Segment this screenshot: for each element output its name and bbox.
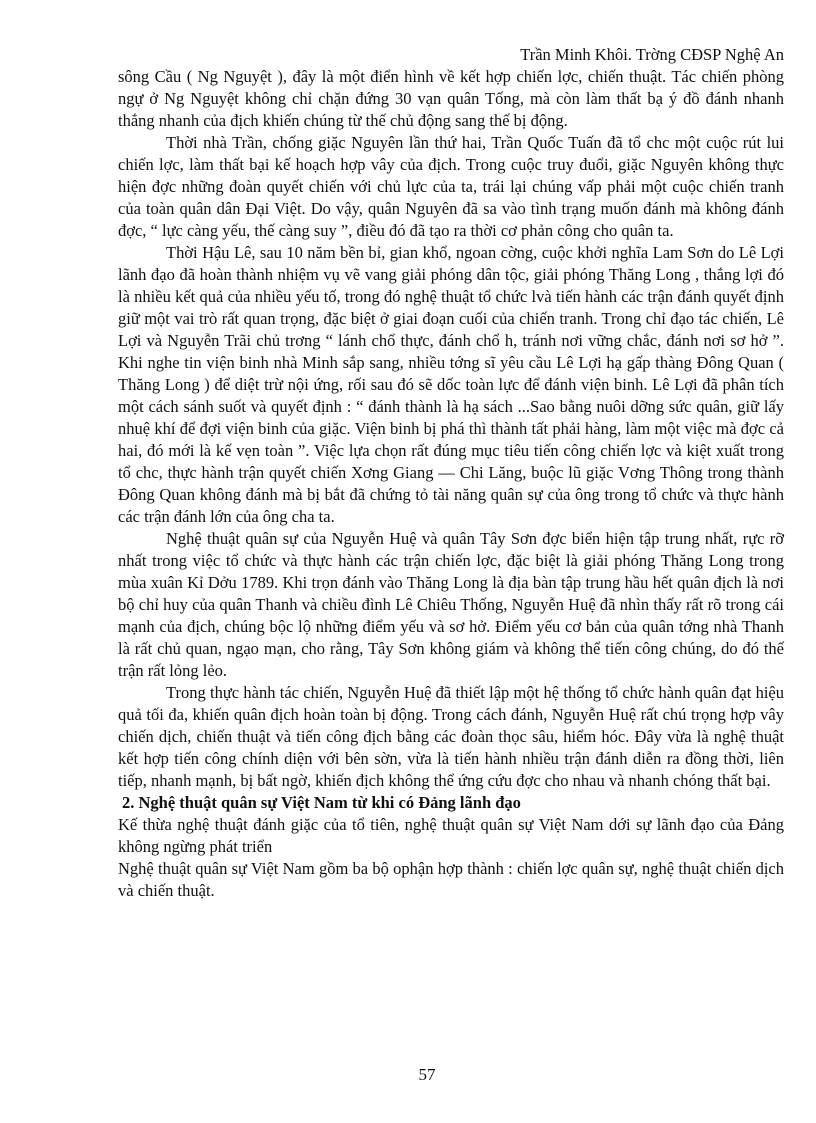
- running-header: Trần Minh Khôi. Trờng CĐSP Nghệ An: [520, 45, 784, 64]
- paragraph-party-leadership: Kế thừa nghệ thuật đánh giặc của tổ tiên, nghệ thuật quân sự Việt Nam dới sự lãnh đạo của Đảng không ngừng phát triển: [118, 815, 784, 856]
- paragraph-intro: sông Cầu ( Ng Nguyệt ), đây là một điển hình về kết hợp chiến lợc, chiến thuật. Tác chiến phòng ngự ở Ng Nguyệt không chỉ chặn đứng 30 vạn quân Tống, mà còn làm thất bạ ý đồ đánh nhanh thắng nhanh của địch khiến chúng từ thế chủ động sang thế bị động.: [118, 67, 784, 130]
- paragraph-three-components: Nghệ thuật quân sự Việt Nam gồm ba bộ ophận hợp thành : chiến lợc quân sự, nghệ thuật chiến dịch và chiến thuật.: [118, 859, 784, 900]
- document-page: [118, 44, 784, 902]
- page-number: 57: [418, 1065, 436, 1084]
- paragraph-hau-le: Thời Hậu Lê, sau 10 năm bền bỉ, gian khổ, ngoan cờng, cuộc khởi nghĩa Lam Sơn do Lê Lợi lãnh đạo đã hoàn thành nhiệm vụ vẽ vang giải phóng dân tộc, giải phóng Thăng Long , thắng lợi đó là nhiều kết quả của nhiều yếu tố, trong đó nghệ thuật tổ chức lvà tiến hành các trận đánh quyết định giữ một vai trò rất quan trọng, đặc biệt ở giai đoạn cuối của chiến tranh. Trong chỉ đạo tác chiến, Lê Lợi và Nguyễn Trãi chủ trơng “ lánh chổ thực, đánh chổ h, tránh nơi vững chắc, đánh nơi sơ hở ”. Khi nghe tin viện binh nhà Minh sắp sang, nhiều tớng sĩ yêu cầu Lê Lợi hạ gấp thàng Đông Quan ( Thăng Long ) để diệt trừ nội ứng, rối sau đó sẽ dốc toàn lực để đánh viện binh. Lê Lợi đã phân tích một cách sánh suốt và quyết định : “ đánh thành là hạ sách ...Sao bằng nuôi dỡng sức quân, giữ lấy nhuệ khí để đợi viện binh của giặc. Viện binh bị phá thì thành tất phải hàng, làm một việc mà đợc cả hai, đó mới là kế vẹn toàn ”. Việc lựa chọn rất đúng mục tiêu tiến công chiến lợc và kiệt xuất trong tổ chc, thực hành trận quyết chiến Xơng Giang — Chi Lăng, buộc lũ giặc Vơng Thông trong thành Đông Quan không đánh mà bị bắt đã chứng tỏ tài năng quân sự của ông trong tổ chức và thực hành các trận đánh lớn của ông cha ta.: [118, 243, 784, 526]
- paragraph-tran-dynasty: Thời nhà Trần, chống giặc Nguyên lần thứ hai, Trần Quốc Tuấn đã tổ chc một cuộc rút lui chiến lợc, làm thất bại kế hoạch hợp vây của địch. Trong cuộc truy đuổi, giặc Nguyên không thực hiện đợc những đoàn quyết chiến với chủ lực của ta, trái lại chúng vấp phải một cuộc chiến tranh của toàn quân dân Đại Việt. Do vậy, quân Nguyên đã sa vào tình trạng muốn đánh mà không đánh đợc, “ lực càng yếu, thế càng suy ”, điều đó đã tạo ra thời cơ phản công cho quân ta.: [118, 133, 784, 240]
- paragraph-tay-son: Nghệ thuật quân sự của Nguyễn Huệ và quân Tây Sơn đợc biển hiện tập trung nhất, rực rỡ nhất trong việc tổ chức và thực hành các trận chiến lợc, đặc biệt là giải phóng Thăng Long trong mùa xuân Kỉ Dởu 1789. Khi trọn đánh vào Thăng Long là địa bàn tập trung hầu hết quân địch là nơi bộ chỉ huy của quân Thanh và chiều đình Lê Chiêu Thống, Nguyễn Huệ đã nhìn thấy rất rõ trong cái mạnh của địch, chúng bộc lộ những điểm yếu và sơ hở. Điểm yếu cơ bản của quân tớng nhà Thanh là rất chủ quan, ngạo mạn, cho rằng, Tây Sơn không giám và không thể tiến công chúng, do đó thế trận rất lỏng lẻo.: [118, 529, 784, 680]
- section-heading: 2. Nghệ thuật quân sự Việt Nam từ khi có Đảng lãnh đạo: [122, 793, 521, 812]
- paragraph-nguyen-hue-tactics: Trong thực hành tác chiến, Nguyễn Huệ đã thiết lập một hệ thống tổ chức hành quân đạt hiệu quả tối đa, khiến quân địch hoàn toàn bị động. Trong cách đánh, Nguyễn Huệ rất chú trọng hợp vây chiến dịch, chiến thuật và tiến công địch bằng các đoàn thọc sâu, hiểm hóc. Đây vừa là nghệ thuật kết hợp tiến công chính diện với bên sờn, vừa là tiến hành nhiều trận đánh diễn ra đồng thời, liên tiếp, nhanh mạnh, bị bất ngờ, khiến địch không thể ứng cứu đợc cho nhau và nhanh chóng thất bại.: [118, 683, 784, 790]
